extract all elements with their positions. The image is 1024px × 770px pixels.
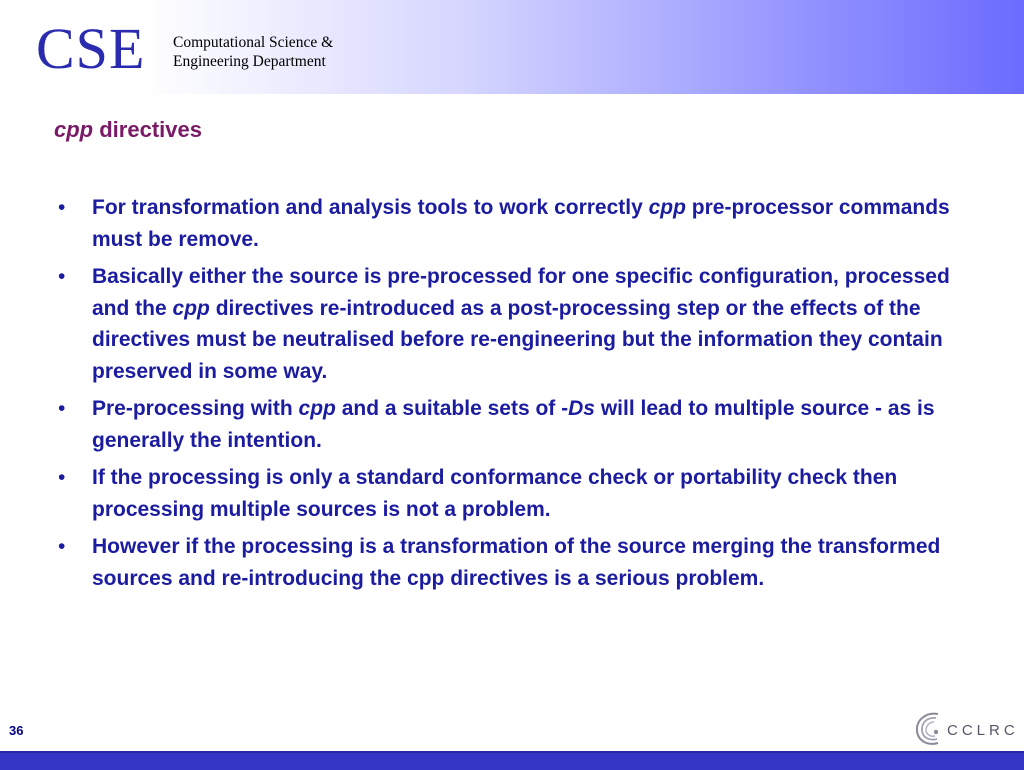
bullet-text: Pre-processing with xyxy=(92,397,299,420)
cse-logo: CSE xyxy=(36,16,146,81)
department-name xyxy=(173,33,333,71)
slide-title xyxy=(54,117,202,143)
bullet-emphasis: Ds xyxy=(568,397,595,420)
department-line-1: Computational Science & xyxy=(173,34,334,51)
slide-title-cpp: cpp xyxy=(54,117,94,142)
bullet-item xyxy=(58,462,958,525)
cclrc-swirl-icon xyxy=(912,708,946,748)
bullet-emphasis: cpp xyxy=(298,397,336,420)
header-band xyxy=(0,0,1024,94)
bullet-text: directives re-introduced as a post-processing step or the effects of the directives must be neutralised before re-engineering but the information they contain preserved in some way. xyxy=(92,296,943,383)
slide-title-rest: directives xyxy=(93,117,202,142)
cclrc-logo xyxy=(912,706,1020,750)
bullet-text: For transformation and analysis tools to work correctly xyxy=(92,196,649,219)
bullet-text: pre-processor commands must be remove. xyxy=(92,196,950,251)
bullet-item xyxy=(58,261,958,387)
bullet-text: If the processing is only a standard conformance check or portability check then processing multiple sources is not a problem. xyxy=(92,466,898,521)
bullet-text: Basically either the source is pre-processed for one specific configuration, processed and the xyxy=(92,265,950,320)
bullet-emphasis: cpp xyxy=(172,296,210,320)
bullet-item xyxy=(58,393,958,456)
bullet-text: will lead to multiple source - as is generally the intention. xyxy=(92,397,935,452)
footer-band xyxy=(0,751,1024,770)
bullet-item xyxy=(58,531,958,594)
cclrc-text: CCLRC xyxy=(947,722,1019,739)
bullet-list xyxy=(58,192,958,600)
department-line-2: Engineering Department xyxy=(173,53,326,70)
page-number: 36 xyxy=(9,723,24,738)
bullet-text: and a suitable sets of - xyxy=(335,397,569,420)
bullet-emphasis: cpp xyxy=(648,196,686,219)
bullet-text: However if the processing is a transformation of the source merging the transformed sources and re-introducing the cpp directives is a serious problem. xyxy=(92,535,941,590)
bullet-item xyxy=(58,192,958,255)
